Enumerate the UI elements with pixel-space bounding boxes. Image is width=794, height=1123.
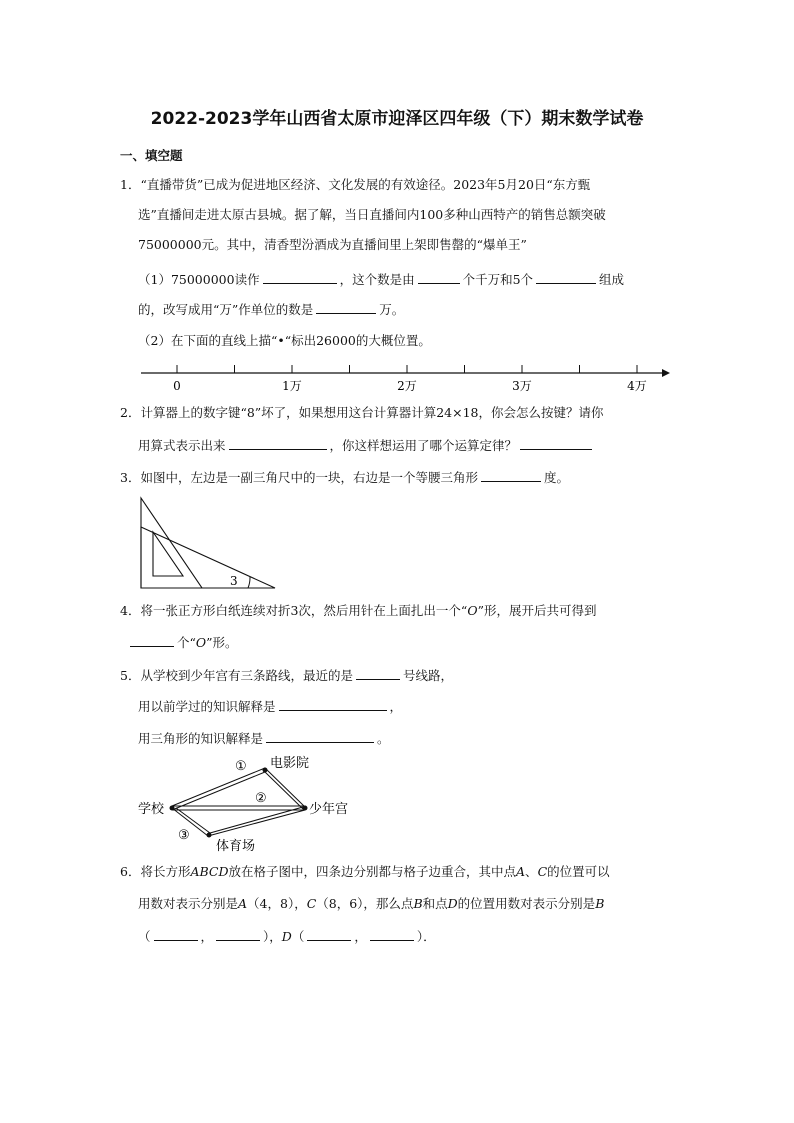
q6-text-b: 放在格子图中，四条边分别都与格子边重合，其中点: [228, 864, 517, 879]
angle-label: 3: [230, 574, 238, 588]
q5-text-c: 用以前学过的知识解释是: [138, 699, 276, 714]
q6-and: 和点: [422, 896, 448, 911]
q1-line-5: [138, 301, 404, 318]
q1-line-1: [120, 177, 590, 193]
q5-text-e: 用三角形的知识解释是: [138, 731, 264, 746]
q4-line-1: [120, 603, 596, 619]
q1-blank-tenmillions[interactable]: [418, 271, 460, 284]
q1-line-3: 75000000元。其中，清香型汾酒成为直播间里上架即售罄的“爆单王”: [138, 237, 527, 252]
q6-line-1: [120, 864, 610, 880]
q6-point-c-2: C: [306, 896, 317, 911]
q1-number: 1．: [120, 177, 141, 192]
q1-blank-reading[interactable]: [263, 271, 337, 284]
q6-paren-close-b: ），: [263, 929, 282, 944]
q6-comma-b: ，: [200, 929, 214, 944]
q6-point-b-2: B: [595, 896, 605, 911]
q2-text-2a: 用算式表示出来: [138, 438, 226, 453]
q5-line-1: [120, 667, 453, 684]
q5-text-d: ，: [389, 699, 403, 714]
q1-part1-text-a: （1）75000000读作: [138, 272, 260, 287]
axis-label-4: 4万: [627, 379, 647, 393]
q6-coord-a: （4，8），: [247, 896, 307, 911]
q6-point-c: C: [537, 864, 548, 879]
q1-blank-wan[interactable]: [316, 301, 376, 314]
q5-line-3: [138, 730, 390, 747]
q6-point-d-2: D: [281, 929, 292, 944]
set-square: [141, 498, 202, 588]
stadium-point: [207, 833, 212, 838]
q6-point-d: D: [447, 896, 458, 911]
q4-line-2: [130, 634, 238, 651]
q6-point-a: A: [516, 864, 526, 879]
q3-number: 3．: [120, 470, 141, 485]
q6-blank-d-x[interactable]: [307, 928, 351, 941]
route-1-line-a: [172, 768, 265, 806]
q2-line-1: [120, 405, 603, 421]
number-line-ticks: [177, 365, 637, 373]
axis-label-0: 0: [173, 379, 181, 393]
page-title: 2022-2023学年山西省太原市迎泽区四年级（下）期末数学试卷: [150, 109, 644, 129]
q1-part1-text-b: ，这个数是由: [339, 272, 415, 287]
q5-line-2: [138, 698, 402, 715]
q6-coord-c: （8，6），那么点: [316, 896, 414, 911]
axis-label-3: 3万: [512, 379, 532, 393]
q6-point-a-2: A: [238, 896, 248, 911]
school-label: 学校: [138, 802, 165, 817]
q6-blank-b-y[interactable]: [216, 928, 260, 941]
q1-line-4: [138, 271, 624, 288]
q2-text-2b: ，你这样想运用了哪个运算定律？: [329, 438, 518, 453]
q1-part1-text-d: 组成: [599, 272, 625, 287]
palace-label: 少年宫: [309, 802, 349, 817]
q6-blank-d-y[interactable]: [370, 928, 414, 941]
q2-blank-expression[interactable]: [229, 437, 327, 450]
axis-label-2: 2万: [397, 379, 417, 393]
q6-line-2: [138, 896, 604, 912]
q1-part1-text-e: 的，改写成用“万”作单位的数是: [138, 302, 314, 317]
q6-point-b: B: [413, 896, 423, 911]
cinema-point: [263, 768, 268, 773]
q5-blank-triangle[interactable]: [266, 730, 374, 743]
q4-text-b: ”形，展开后共可得到: [477, 603, 597, 618]
q4-blank-count[interactable]: [130, 634, 174, 647]
isosceles-triangle: [141, 527, 275, 588]
route-3-label: ③: [178, 828, 190, 843]
q2-number: 2．: [120, 405, 141, 420]
stadium-label: 体育场: [216, 839, 256, 854]
q1-line-6: （2）在下面的直线上描“•“标出26000的大概位置。: [138, 333, 431, 348]
q1-part1-text-f: 万。: [379, 302, 405, 317]
school-point: [170, 806, 175, 811]
route-2-label: ②: [255, 791, 267, 806]
q6-text-c: 的位置可以: [547, 864, 610, 879]
number-line-arrow: [662, 369, 670, 377]
q4-text-c: 个“: [177, 635, 196, 650]
q1-blank-unit[interactable]: [536, 271, 596, 284]
route-1-line-d: [265, 772, 303, 809]
q2-blank-law[interactable]: [520, 437, 592, 450]
q1-line-2: 选”直播间走进太原古县城。据了解，当日直播间内100多种山西特产的销售总额突破: [138, 207, 606, 222]
q4-o-symbol-2: O: [195, 635, 207, 650]
q5-number: 5．: [120, 668, 141, 683]
route-map: [0, 750, 794, 855]
q5-text-f: 。: [377, 731, 390, 746]
number-line[interactable]: [0, 355, 794, 395]
q6-abcd: ABCD: [190, 864, 229, 879]
q6-line-3: [138, 928, 436, 945]
route-1-line-c: [265, 768, 305, 807]
q5-blank-prior[interactable]: [279, 698, 387, 711]
q3-blank-angle[interactable]: [481, 469, 541, 482]
q6-paren-close-d: ）．: [416, 929, 436, 944]
angle-arc: [248, 577, 250, 588]
q4-text-d: ”形。: [206, 635, 238, 650]
q6-text-e: 的位置用数对表示分别是: [457, 896, 596, 911]
q6-text-d: 用数对表示分别是: [138, 896, 239, 911]
q5-text-a: 从学校到少年宫有三条路线，最近的是: [140, 668, 353, 683]
q6-sep: 、: [525, 864, 538, 879]
axis-label-1: 1万: [282, 379, 302, 393]
q6-number: 6．: [120, 864, 141, 879]
q2-text-1: 计算器上的数字键“8”坏了，如果想用这台计算器计算24×18，你会怎么按键？请你: [140, 405, 604, 420]
q2-line-2: [138, 437, 595, 454]
q6-paren-open-b: （: [138, 929, 151, 944]
q3-line-1: [120, 469, 569, 486]
q3-text-b: 度。: [543, 470, 569, 485]
q4-text-a: 将一张正方形白纸连续对折3次，然后用针在上面扎出一个“: [140, 603, 468, 618]
q6-blank-b-x[interactable]: [154, 928, 198, 941]
q4-number: 4．: [120, 603, 141, 618]
palace-point: [303, 806, 308, 811]
q6-paren-open-d: （: [291, 929, 305, 944]
route-3-line-c: [208, 810, 305, 836]
q1-text-1: “直播带货”已成为促进地区经济、文化发展的有效途径。2023年5月20日“东方甄: [140, 177, 591, 192]
q6-text-a: 将长方形: [140, 864, 191, 879]
route-1-label: ①: [235, 759, 247, 774]
q3-text-a: 如图中，左边是一副三角尺中的一块，右边是一个等腰三角形: [140, 470, 478, 485]
q5-blank-route[interactable]: [356, 667, 400, 680]
q5-text-b: 号线路，: [402, 668, 453, 683]
q4-o-symbol: O: [467, 603, 478, 618]
route-1-line-b: [172, 772, 265, 810]
cinema-label: 电影院: [270, 756, 310, 771]
route-3-line-d: [210, 807, 303, 833]
section-heading: 一、填空题: [120, 148, 183, 163]
q1-part1-text-c: 个千万和5个: [462, 272, 534, 287]
q6-comma-d: ，: [354, 929, 367, 944]
triangle-figure: [0, 490, 794, 595]
